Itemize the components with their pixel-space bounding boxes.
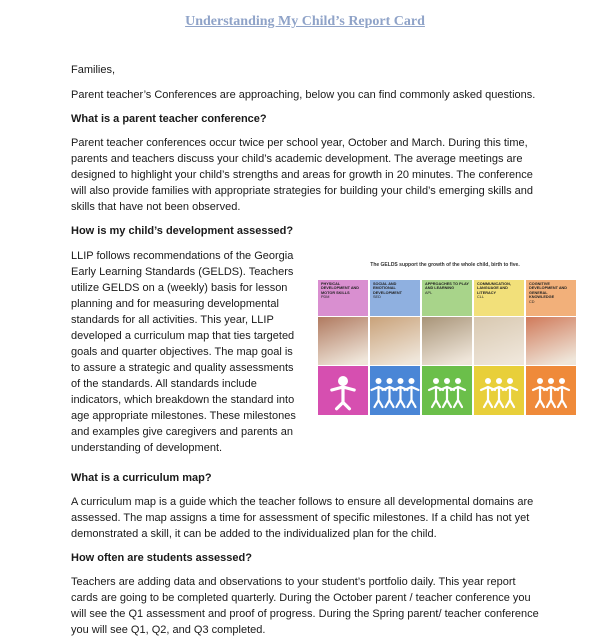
group-icon	[370, 366, 420, 415]
domain-abbreviation: SED	[373, 295, 381, 300]
heading-development-assessed: How is my child’s development assessed?	[71, 225, 294, 237]
child-photo	[422, 317, 472, 365]
answer-development-assessed: LLIP follows recommendations of the Georgia Early Learning Standards (GELDS). Teachers utilize GELDS on a (weekly) basis for lesson planning and for measuring developmental standards for all activities. This year, LLIP developed a curriculum map that ties targeted goals and quarter objectives. The map goal is to assure a strategic and quality assessments of the standards. All standards include indicators, which breakdown the standard into age appropriate milestones. These milestones and examples give caregivers and parents an understanding of development.	[71, 250, 296, 454]
intro-text: Parent teacher’s Conferences are approaching, below you can find commonly asked questions.	[71, 89, 536, 101]
domain-abbreviation: CD	[529, 299, 535, 304]
domain-abbreviation: PDM	[321, 295, 330, 300]
domain-name: APPROACHES TO PLAY AND LEARNING	[425, 282, 469, 291]
gelds-domain-label	[370, 280, 420, 316]
heading-curriculum-map: What is a curriculum map?	[71, 472, 212, 484]
domain-name: PHYSICAL DEVELOPMENT AND MOTOR SKILLS	[321, 282, 360, 295]
gelds-caption: The GELDS support the growth of the whole child, birth to five.	[370, 262, 520, 268]
gelds-figure	[310, 258, 580, 418]
answer-curriculum-map: A curriculum map is a guide which the teacher follows to ensure all developmental domains are assessed. The map assigns a time for assessment of specific milestones. If a child has not yet demonstrated a skill, it can be added to the individualized plan for the child.	[71, 496, 534, 540]
domain-name: COMMUNICATION, LANGUAGE AND LITERACY	[477, 282, 511, 295]
gelds-domain-column	[422, 280, 472, 415]
gelds-domain-column	[318, 280, 368, 415]
child-photo	[526, 317, 576, 365]
children-icon	[422, 366, 472, 415]
gelds-domain-label	[422, 280, 472, 316]
domain-name: SOCIAL AND EMOTIONAL DEVELOPMENT	[373, 282, 402, 295]
speaking-icon	[474, 366, 524, 415]
domain-name: COGNITIVE DEVELOPMENT AND GENERAL KNOWLEDGE	[529, 282, 568, 300]
gelds-domain-label	[526, 280, 576, 316]
page-title: Understanding My Child’s Report Card	[185, 14, 425, 29]
gelds-domain-column	[370, 280, 420, 415]
family-icon	[526, 366, 576, 415]
answer-parent-teacher-conference: Parent teacher conferences occur twice per school year, October and March. During this time, parents and teachers discuss your child’s academic development. The average meetings are designed to highlight your child’s strengths and areas for growth in 20 minutes. The conference will also provide families with appropriate strategies for building your child’s emerging skills and skills that have not been observed.	[71, 137, 534, 213]
gelds-domain-label	[474, 280, 524, 316]
greeting: Families,	[71, 64, 116, 76]
answer-assessment-frequency: Teachers are adding data and observations to your student’s portfolio daily. This year report cards are going to be completed quarterly. During the October parent / teacher conference you will see the Q1 assessment and proof of progress. During the Spring parent/ teacher conference you will see Q1, Q2, and Q3 completed.	[71, 576, 539, 636]
gelds-domain-column	[526, 280, 576, 415]
child-photo	[370, 317, 420, 365]
person-icon	[318, 366, 368, 415]
heading-parent-teacher-conference: What is a parent teacher conference?	[71, 113, 267, 125]
gelds-domain-label	[318, 280, 368, 316]
gelds-domain-column	[474, 280, 524, 415]
child-photo	[318, 317, 368, 365]
child-photo	[474, 317, 524, 365]
heading-assessment-frequency: How often are students assessed?	[71, 552, 252, 564]
domain-abbreviation: CLL	[477, 295, 484, 300]
domain-abbreviation: APL	[425, 290, 433, 295]
